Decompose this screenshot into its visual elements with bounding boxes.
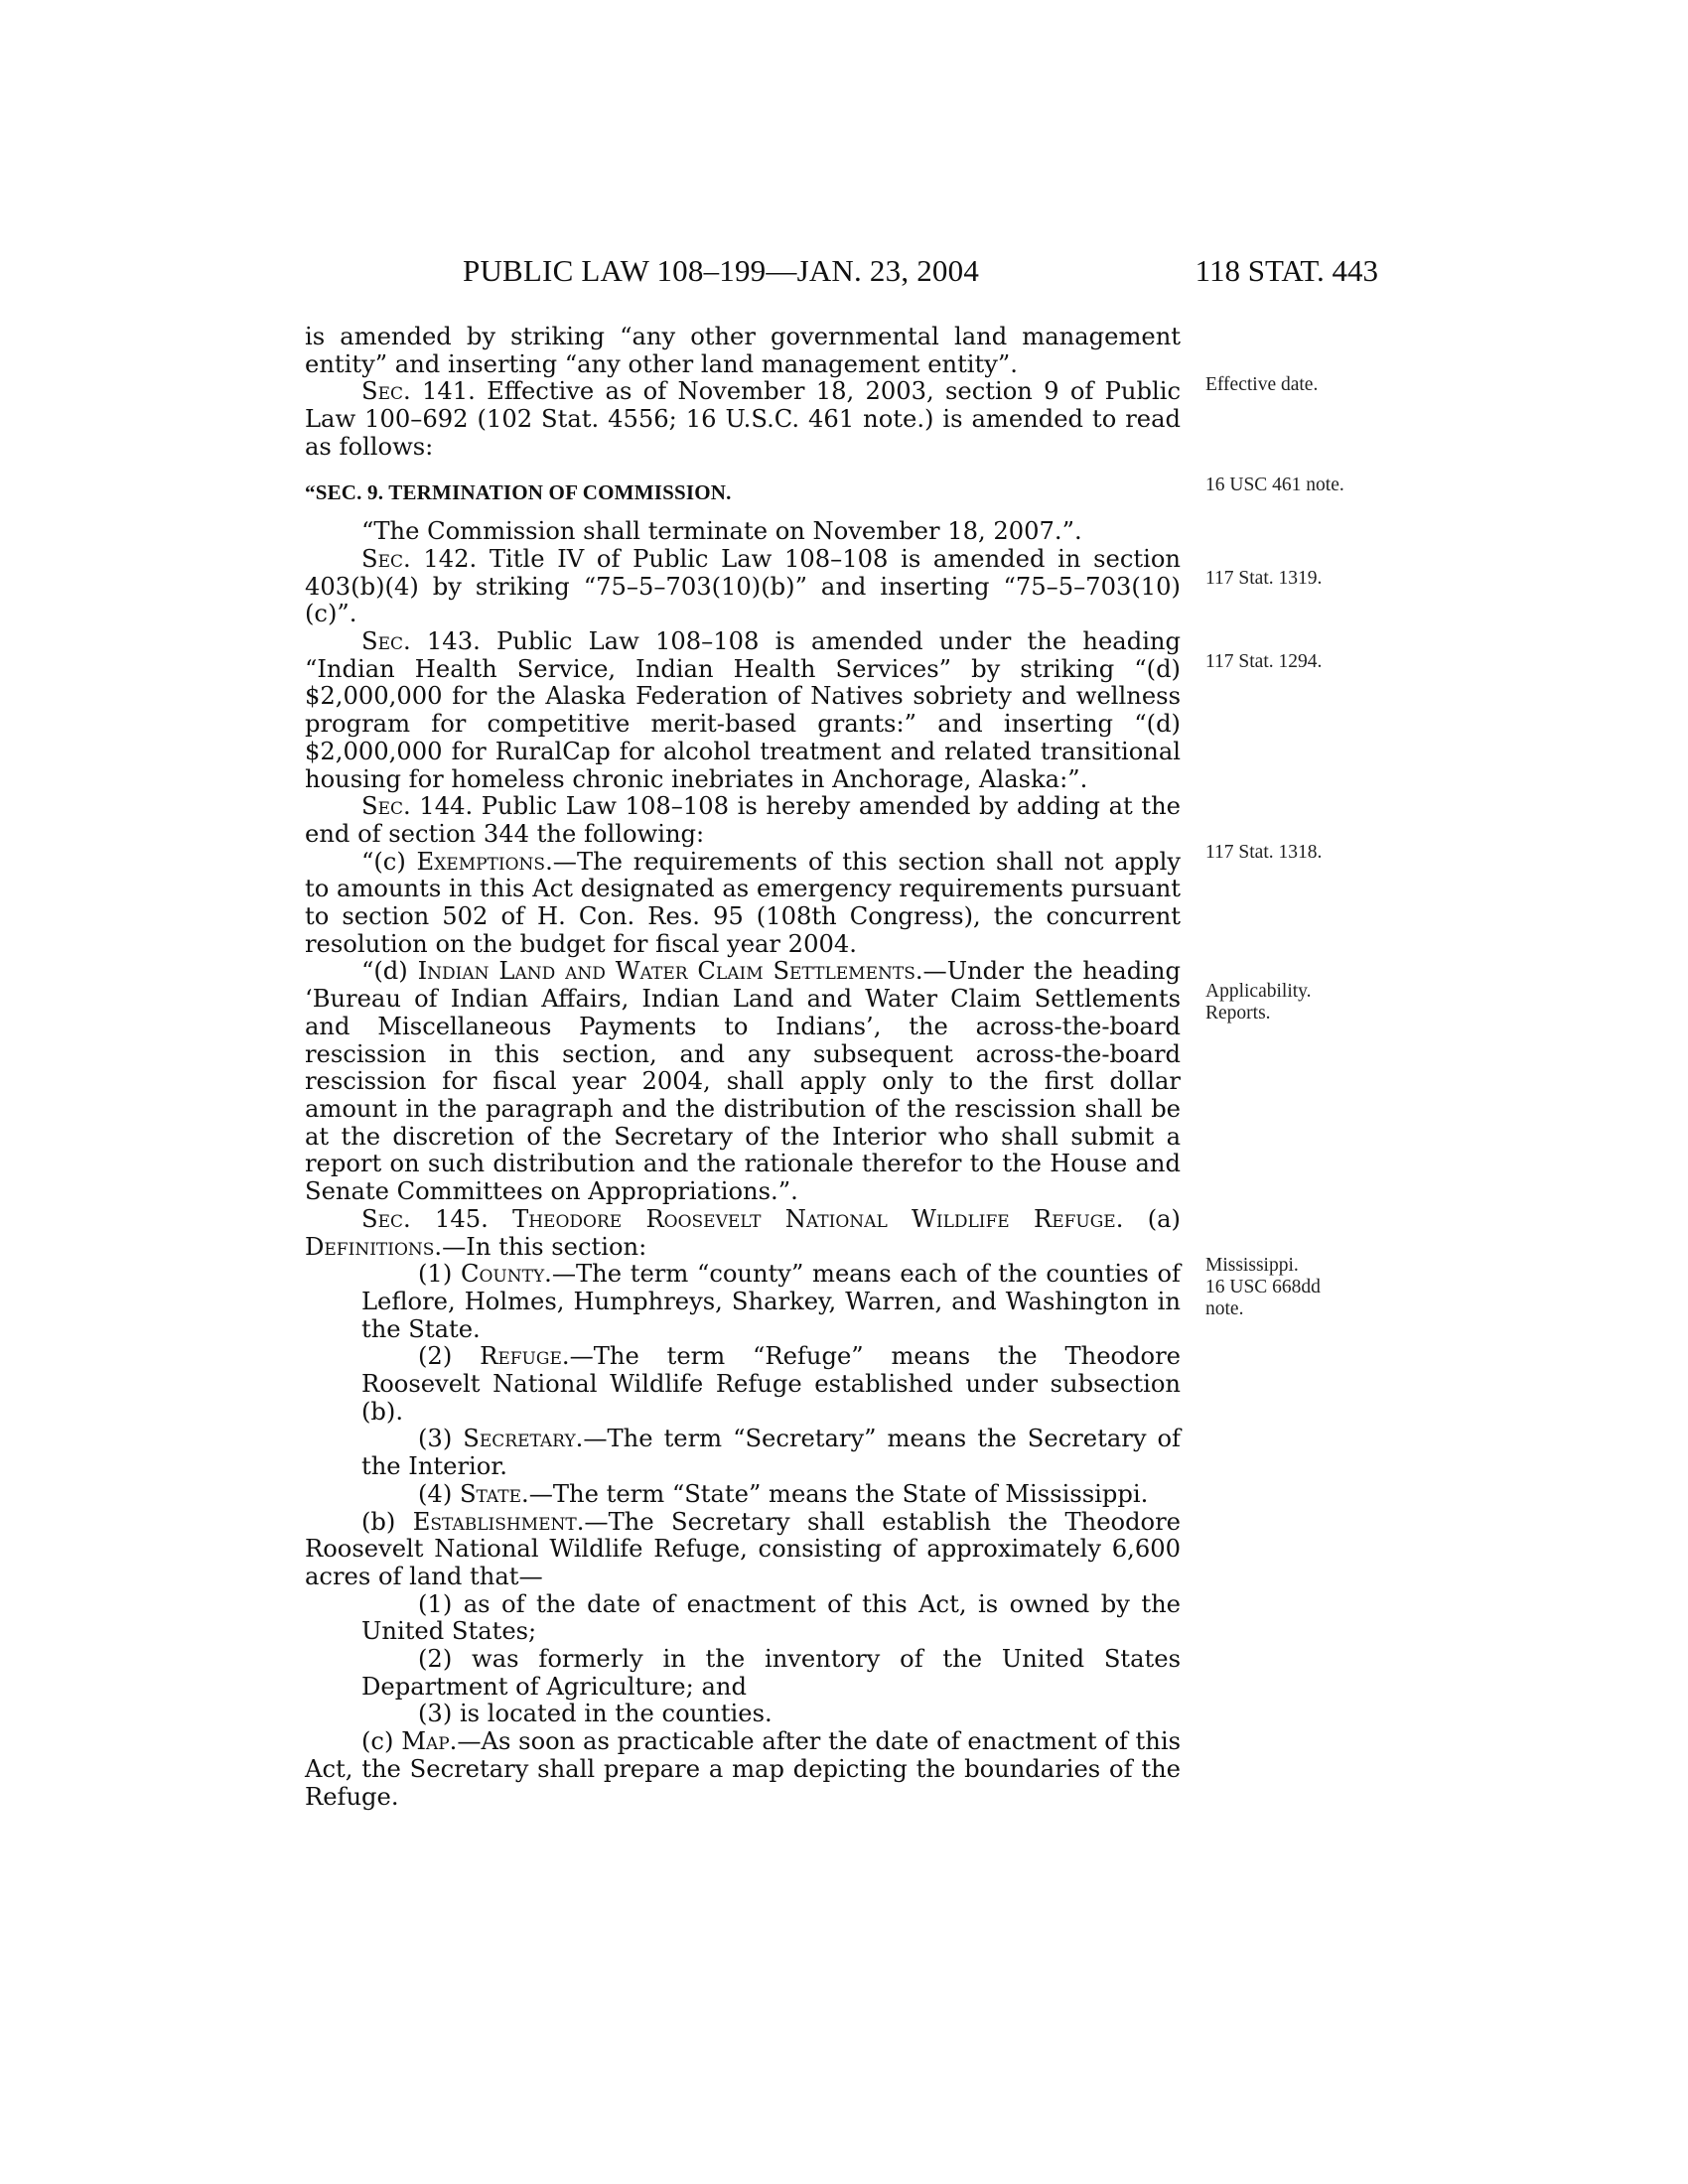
subsection-label: Map <box>401 1727 450 1756</box>
land-criterion-1: (1) as of the date of enactment of this Act, is owned by the United States; <box>361 1589 1181 1646</box>
subsection-text: .—The Secretary shall establish the Theodore Roosevelt National Wildlife Refuge, consisting of approximately 6,600 acres of land that— <box>305 1507 1181 1590</box>
paragraph-prefix: (2) <box>418 1342 481 1371</box>
section-text: . 141. Effective as of November 18, 2003, section 9 of Public Law 100–692 (102 Stat. 4556; 16 U.S.C. 461 note.) is amended to read as follows: <box>305 377 1181 461</box>
paragraph-prefix: (4) <box>418 1479 460 1508</box>
sec-label: Sec <box>361 627 403 656</box>
definition-state <box>305 1481 1181 1509</box>
section-9-heading: “SEC. 9. TERMINATION OF COMMISSION. <box>305 479 732 504</box>
margin-note-applicability: Applicability. <box>1205 981 1312 1002</box>
paragraph-prefix: (3) <box>418 1425 464 1453</box>
subsection-text: .—Under the heading ‘Bureau of Indian Affairs, Indian Land and Water Claim Settlements and Miscellaneous Payments to Indians’, the across-the-board rescission in this section, and any subsequent across-the-board rescission for fiscal year 2004, shall apply only to the first dollar amount in the paragraph and the distribution of the rescission shall be at the discretion of the Secretary of the Interior who shall submit a report on such distribution and the rationale therefor to the House and Senate Committees on Appropriations.”. <box>305 957 1181 1206</box>
sec-label: Sec <box>361 792 403 821</box>
subsection-label: Indian Land and Water Claim Settlements <box>417 957 915 986</box>
margin-note-stat-1319: 117 Stat. 1319. <box>1205 568 1323 589</box>
subsection-text: .—The requirements of this section shall not apply to amounts in this Act designated as emergency requirements pursuant to section 502 of H. Con. Res. 95 (108th Congress), the concurrent resolution on the budget for fiscal year 2004. <box>305 847 1181 958</box>
land-criterion-2: (2) was formerly in the inventory of the United States Department of Agriculture; and <box>361 1645 1181 1701</box>
running-head: PUBLIC LAW 108–199—JAN. 23, 2004 <box>463 253 980 288</box>
section-number: . 145. <box>403 1204 513 1233</box>
paragraph-text: .—The term “State” means the State of Mississippi. <box>521 1479 1149 1508</box>
section-text: . 143. Public Law 108–108 is amended under the heading “Indian Health Service, Indian Health Services” by striking “(d) $2,000,000 for the Alaska Federation of Natives sobriety and wellness program for competitive merit-based grants:” and inserting “(d) $2,000,000 for RuralCap for alcohol treatment and related transitional housing for homeless chronic inebriates in Anchorage, Alaska:”. <box>305 627 1181 793</box>
paragraph-continuation: is amended by striking “any other governmental land management entity” and inserting “any other land management entity”. <box>305 323 1181 378</box>
subsection-prefix: “(d) <box>361 957 418 986</box>
subsection-establishment <box>305 1509 1181 1591</box>
section-145 <box>305 1206 1181 1261</box>
main-text <box>305 324 1181 1811</box>
section-title: Theodore Roosevelt National Wildlife Refuge <box>512 1204 1116 1233</box>
section-dot: . <box>1115 1204 1124 1233</box>
subsection-text: .—As soon as practicable after the date of enactment of this Act, the Secretary shall prepare a map depicting the boundaries of the Refuge. <box>305 1727 1182 1811</box>
subsection-indian-land <box>305 958 1181 1205</box>
definition-secretary <box>305 1426 1181 1480</box>
paragraph-label: Secretary <box>463 1425 576 1453</box>
subsection-text: .—In this section: <box>434 1232 647 1261</box>
subsection-label: Definitions <box>305 1232 435 1261</box>
subsection-map <box>305 1728 1181 1811</box>
margin-note-note: note. <box>1205 1298 1244 1319</box>
subsection-label: Establishment <box>412 1507 577 1536</box>
margin-note-effective-date: Effective date. <box>1205 374 1319 395</box>
sec-label: Sec <box>361 1204 403 1233</box>
subsection-prefix: (a) <box>1147 1204 1181 1233</box>
section-141 <box>305 378 1181 461</box>
sec-label: Sec <box>361 544 403 573</box>
definition-refuge <box>305 1343 1181 1426</box>
section-144 <box>305 793 1181 848</box>
margin-note-stat-1318: 117 Stat. 1318. <box>1205 842 1323 863</box>
paragraph-text: .—The term “Secretary” means the Secretary of the Interior. <box>361 1425 1182 1481</box>
paragraph-label: State <box>459 1479 522 1508</box>
subsection-prefix: “(c) <box>361 847 417 876</box>
paragraph-prefix: (1) <box>418 1260 461 1289</box>
page-header <box>463 253 1378 293</box>
margin-note-mississippi: Mississippi. <box>1205 1255 1299 1276</box>
paragraph-text: .—The term “county” means each of the counties of Leflore, Holmes, Humphreys, Sharkey, Warren, and Washington in the State. <box>361 1260 1182 1343</box>
land-criterion-3: (3) is located in the counties. <box>418 1700 773 1728</box>
margin-note-usc-668dd: 16 USC 668dd <box>1205 1277 1321 1297</box>
paragraph-label: County <box>460 1260 545 1289</box>
subsection-exemptions <box>305 849 1181 959</box>
paragraph-label: Refuge <box>480 1342 562 1371</box>
section-text: . 144. Public Law 108–108 is hereby amended by adding at the end of section 344 the following: <box>305 792 1181 848</box>
margin-note-stat-1294: 117 Stat. 1294. <box>1205 651 1323 672</box>
margin-note-usc-461: 16 USC 461 note. <box>1205 475 1344 495</box>
section-text: . 142. Title IV of Public Law 108–108 is amended in section 403(b)(4) by striking “75–5–703(10)(b)” and inserting “75–5–703(10)(c)”. <box>305 544 1181 628</box>
definition-county <box>305 1261 1181 1343</box>
subsection-label: Exemptions <box>416 847 546 876</box>
sec-label: Sec <box>361 377 403 406</box>
subsection-prefix: (b) <box>361 1507 413 1536</box>
section-142 <box>305 546 1181 628</box>
paragraph-text: .—The term “Refuge” means the Theodore Roosevelt National Wildlife Refuge established under subsection (b). <box>361 1342 1182 1426</box>
section-143 <box>305 628 1181 793</box>
margin-note-reports: Reports. <box>1205 1003 1271 1024</box>
section-9-text: “The Commission shall terminate on November 18, 2007.”. <box>361 517 1082 546</box>
subsection-prefix: (c) <box>361 1727 402 1756</box>
stat-page-number: 118 STAT. 443 <box>1195 253 1378 288</box>
